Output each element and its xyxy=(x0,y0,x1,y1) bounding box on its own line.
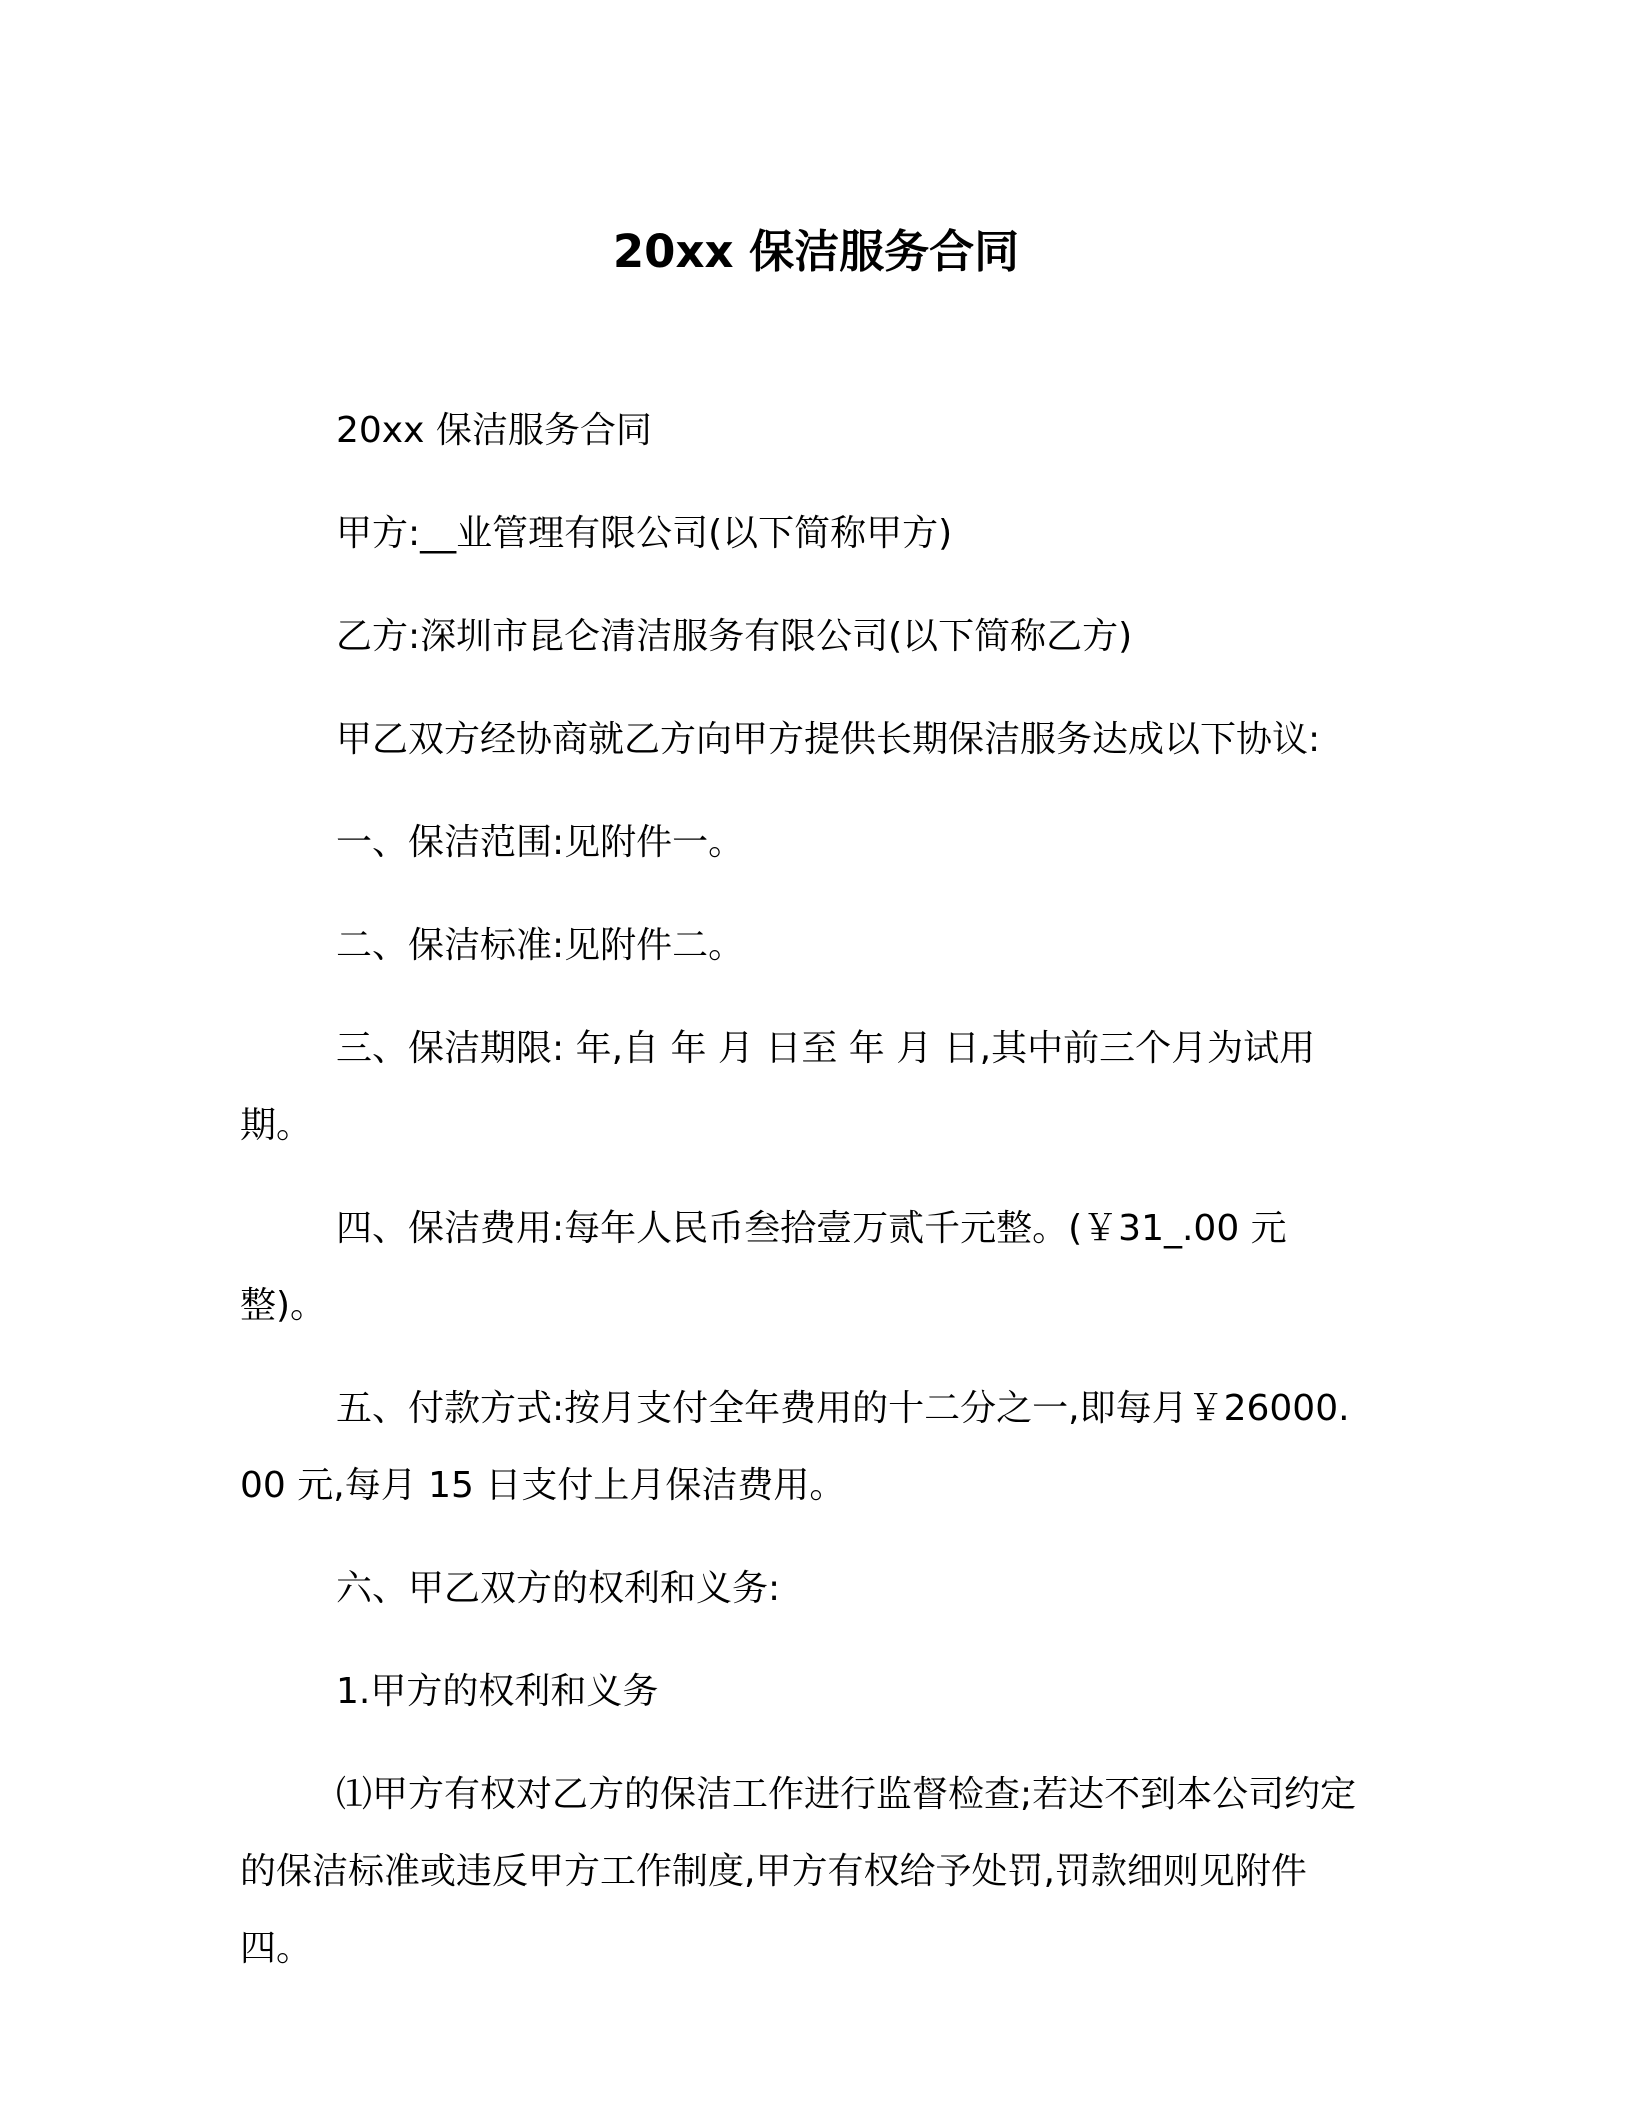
paragraph-agreement-intro: 甲乙双方经协商就乙方向甲方提供长期保洁服务达成以下协议: xyxy=(336,719,1321,760)
paragraph-party-b: 乙方:深圳市昆仑清洁服务有限公司(以下简称乙方) xyxy=(336,616,1133,657)
document-title: 20xx 保洁服务合同 xyxy=(612,225,1020,278)
paragraph-party-a: 甲方:__业管理有限公司(以下简称甲方) xyxy=(336,513,953,554)
paragraph-clause-standard: 二、保洁标准:见附件二。 xyxy=(336,925,745,966)
paragraph-contract-name: 20xx 保洁服务合同 xyxy=(336,410,652,451)
paragraph-clause-term: 三、保洁期限: 年,自 年 月 日至 年 月 日,其中前三个月为试用期。 xyxy=(240,1028,1316,1146)
paragraph-clause-fee: 四、保洁费用:每年人民币叁拾壹万贰千元整。(￥31_.00 元整)。 xyxy=(240,1208,1287,1326)
paragraph-clause-payment: 五、付款方式:按月支付全年费用的十二分之一,即每月￥26000.00 元,每月 15 日支付上月保洁费用。 xyxy=(240,1388,1350,1506)
paragraph-clause-rights: 六、甲乙双方的权利和义务: xyxy=(336,1568,781,1609)
paragraph-party-a-right-1: ⑴甲方有权对乙方的保洁工作进行监督检查;若达不到本公司约定的保洁标准或违反甲方工作制度,甲方有权给予处罚,罚款细则见附件四。 xyxy=(240,1774,1357,1969)
paragraph-clause-scope: 一、保洁范围:见附件一。 xyxy=(336,822,745,863)
paragraph-party-a-rights-heading: 1.甲方的权利和义务 xyxy=(336,1671,659,1712)
document-body xyxy=(240,392,1370,1987)
